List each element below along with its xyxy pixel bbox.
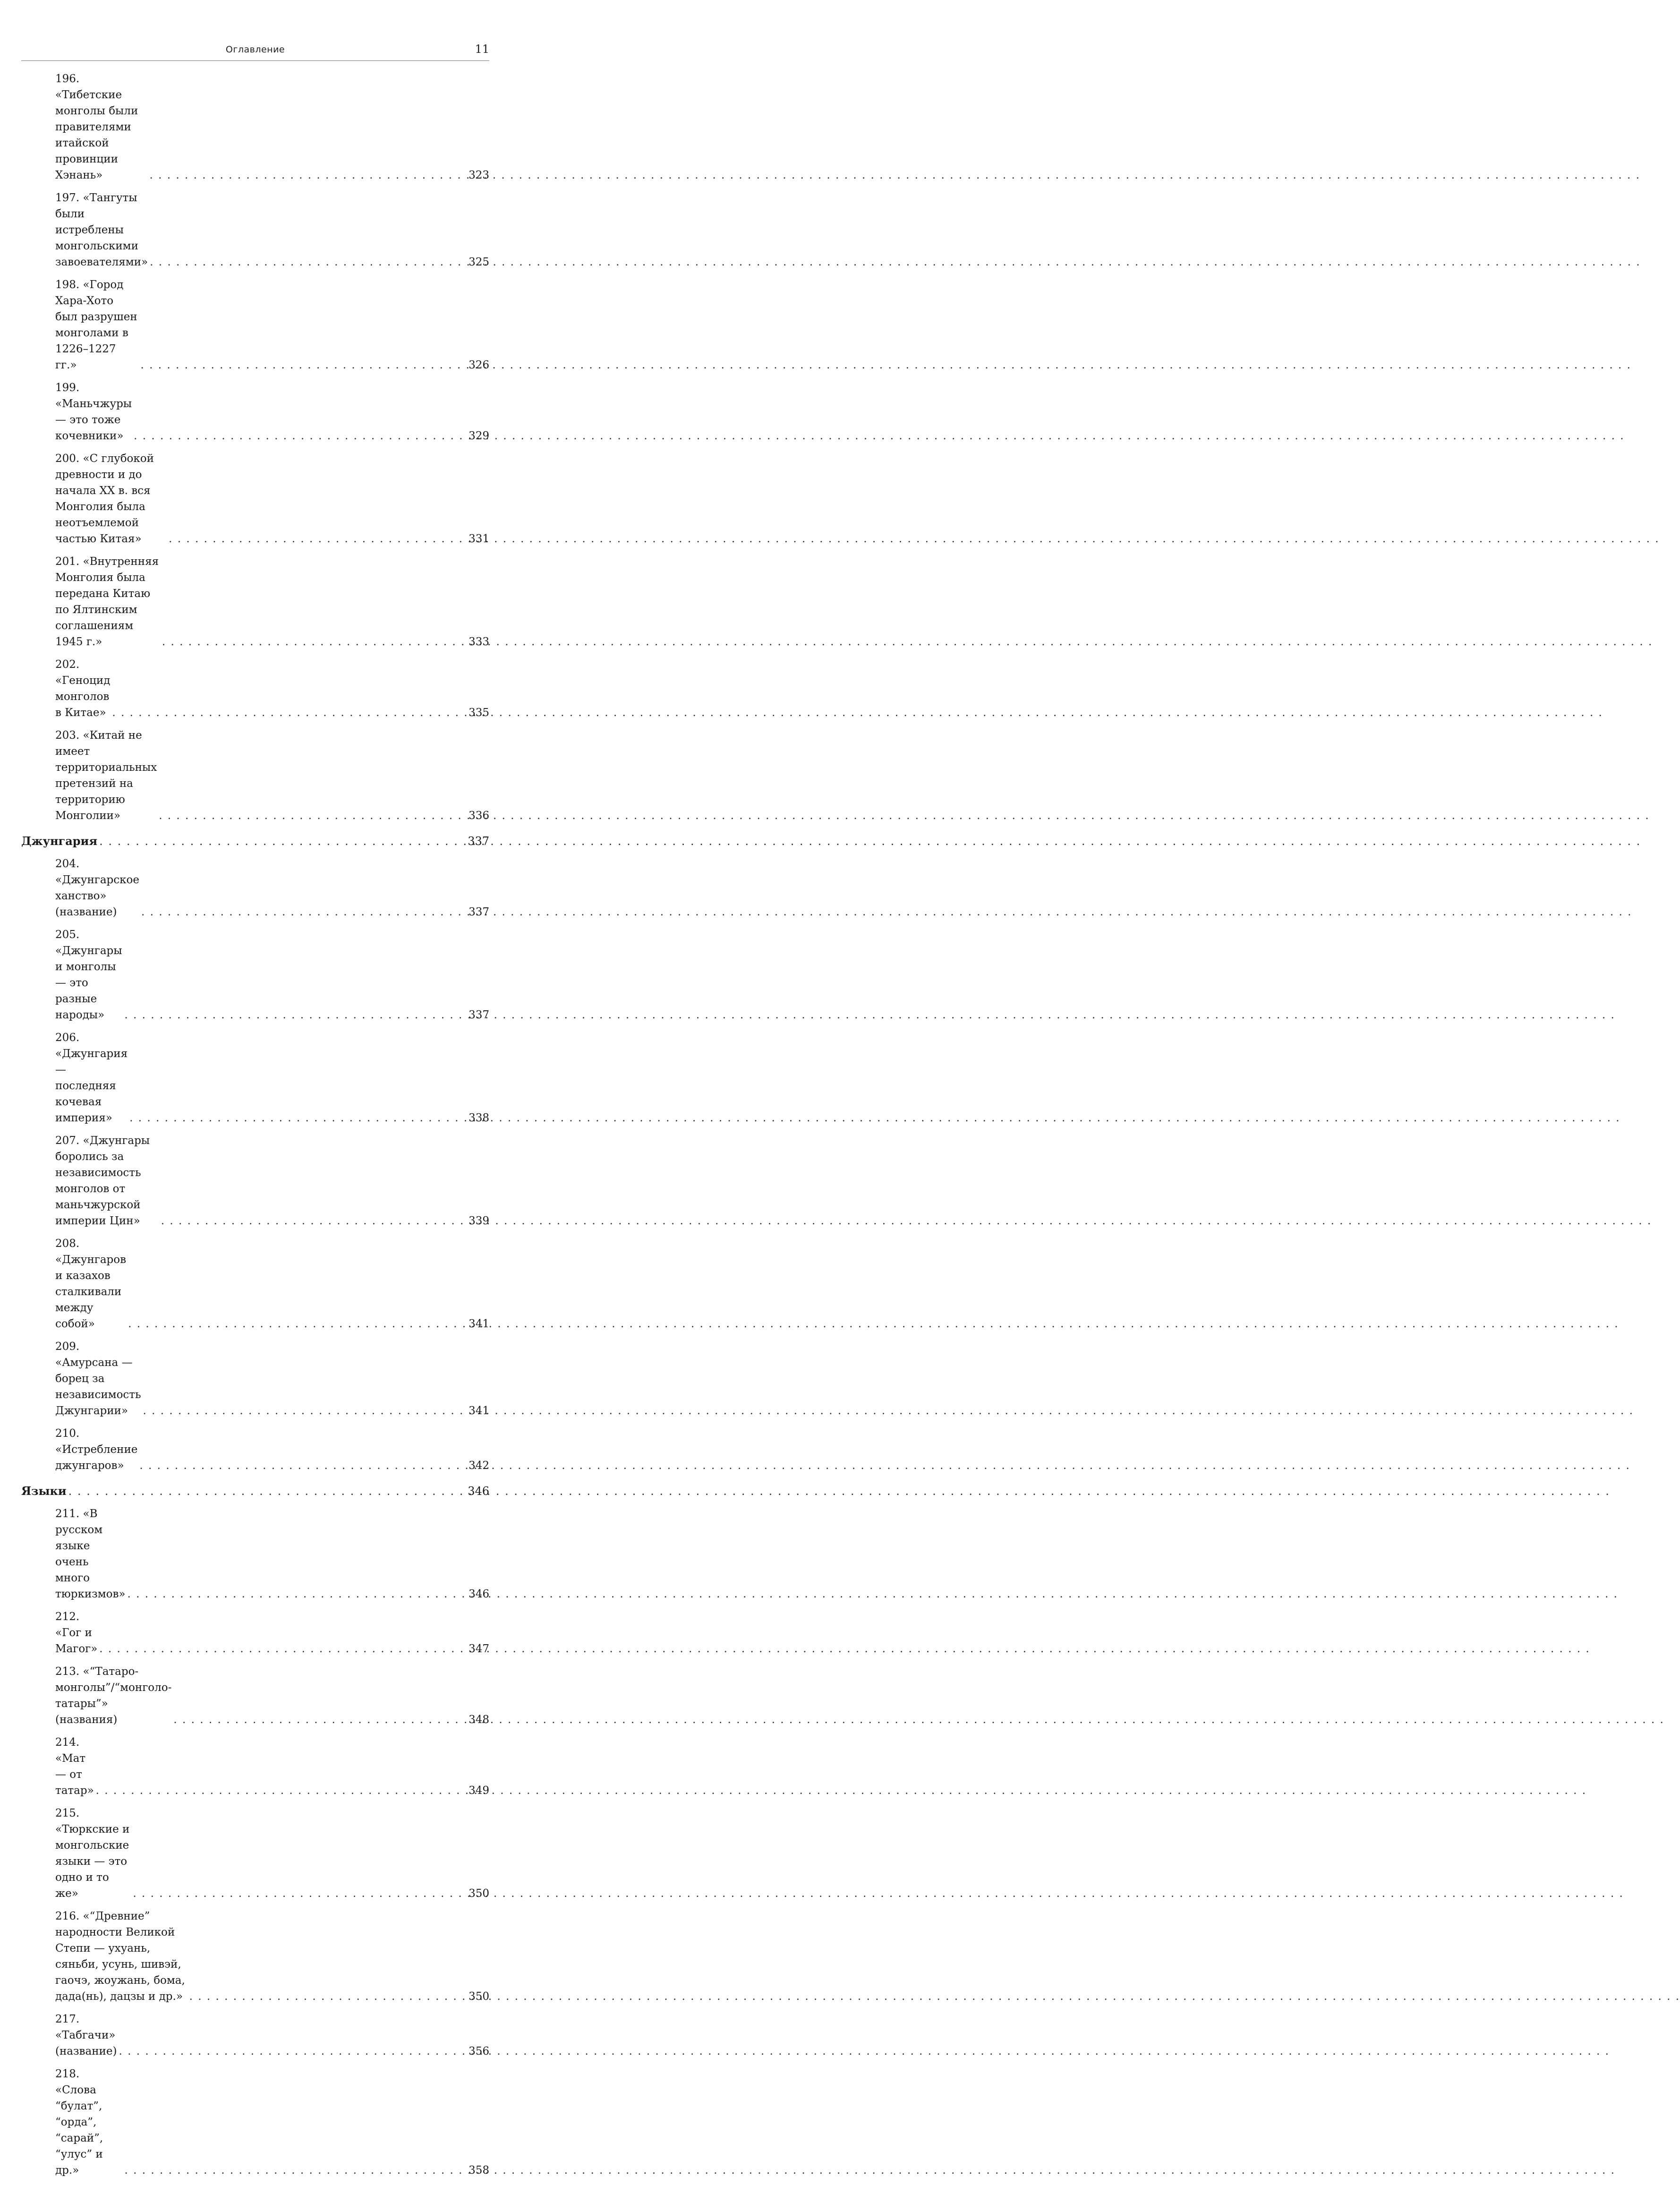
toc-entry [21,1030,489,1126]
toc-entry [21,1236,489,1332]
entry-title: 198. «Город Хара-Хото был разрушен монголами в 1226–1227 гг.» [55,279,137,371]
page-number: 329 [469,430,489,442]
entry-title: 201. «Внутренняя Монголия была передана Китаю по Ялтинским соглашениям 1945 г.» [55,555,159,648]
page-number: 358 [469,2164,489,2176]
toc-entry [21,1664,489,1728]
toc-section-heading [21,833,489,849]
toc-entry [21,1133,489,1229]
toc-entry [21,1425,489,1474]
dot-leader [169,531,467,547]
dot-leader [150,167,467,183]
dot-leader [133,1886,467,1902]
toc-entry [21,451,489,547]
entry-title: 206. «Джунгария — последняя кочевая империя» [55,1032,128,1124]
toc-entry [21,190,489,270]
entry-title: 216. «“Древние” народности Великой Степи — ухуань, сяньби, усунь, шивэй, гаочэ, жоужань, бома, дада(нь), дацзы и др.» [55,1910,185,2003]
dot-leader [124,2162,467,2178]
running-header [21,41,489,61]
page-number: 323 [469,169,489,181]
page-number: 326 [469,359,489,371]
page-number: 335 [469,707,489,719]
toc-entry [21,554,489,650]
dot-leader [99,833,466,849]
page-number: 349 [469,1784,489,1797]
page-number: 346 [469,1588,489,1600]
entry-title: 197. «Тангуты были истреблены монгольскими завоевателями» [55,192,148,268]
toc-entry [21,380,489,444]
page-number: 350 [469,1887,489,1900]
page-number: 339 [469,1215,489,1227]
toc-entry [21,1805,489,1902]
dot-leader [96,1783,467,1799]
entry-title: 211. «В русском языке очень много тюркизмов» [55,1508,126,1600]
page-number: 337 [469,1009,489,1021]
toc-entry [21,1609,489,1657]
dot-leader [134,428,467,444]
document-page [0,0,510,2176]
entry-title: 199. «Маньчжуры — это тоже кочевники» [55,382,132,442]
entry-title: 210. «Истребление джунгаров» [55,1427,138,1472]
dot-leader [99,1641,467,1657]
dot-leader [112,705,467,721]
entry-title: 218. «Слова “булат”, “орда”, “сарай”, “улус” и др.» [55,2068,103,2176]
header-page-number: 11 [475,43,489,56]
dot-leader [128,1316,467,1332]
page-number: 337 [469,906,489,918]
dot-leader [150,254,467,270]
entry-title: 215. «Тюркские и монгольские языки — это одно и то же» [55,1807,130,1900]
dot-leader [143,1403,467,1419]
toc-entry [21,2066,489,2178]
dot-leader [159,808,467,824]
dot-leader [162,634,467,650]
dot-leader [129,1110,467,1126]
page-number: 325 [469,256,489,268]
dot-leader [68,1483,466,1499]
toc-entry [21,727,489,824]
entry-title: 207. «Джунгары боролись за независимость монголов от маньчжурской империи Цин» [55,1135,150,1227]
entry-title: 200. «С глубокой древности и до начала XX в. вся Монголия была неотъемлемой частью Китая» [55,452,154,545]
page-number: 342 [469,1460,489,1472]
toc-entry [21,1734,489,1799]
toc-entry [21,657,489,721]
dot-leader [127,1586,467,1602]
header-title: Оглавление [225,44,285,55]
toc-entry [21,927,489,1023]
toc-section-heading [21,1483,489,1499]
entry-title: 202. «Геноцид монголов в Китае» [55,658,111,719]
toc-entry [21,71,489,183]
dot-leader [124,1007,467,1023]
entry-title: 213. «“Татаро-монголы”/“монголо-татары”» (названия) [55,1665,172,1726]
dot-leader [161,1213,467,1229]
table-of-contents [21,71,489,2185]
page-number: 346 [468,1485,489,1498]
page-number: 337 [468,835,489,848]
page-number: 341 [469,1318,489,1330]
toc-entry [21,2011,489,2059]
entry-title: 203. «Китай не имеет территориальных претензий на территорию Монголии» [55,729,157,822]
toc-entry [21,277,489,373]
page-number: 348 [469,1714,489,1726]
page-number: 347 [469,1643,489,1655]
entry-title: 217. «Табгачи» (название) [55,2013,117,2057]
page-number: 333 [469,636,489,648]
toc-entry [21,1506,489,1602]
toc-entry [21,1908,489,2005]
entry-title: 196. «Тибетские монголы были правителями итайской провинции Хэнань» [55,73,138,181]
dot-leader [173,1712,467,1728]
section-title: Языки [21,1484,67,1498]
page-number: 350 [469,1990,489,2003]
entry-title: 205. «Джунгары и монголы — это разные народы» [55,929,122,1021]
dot-leader [141,904,467,920]
dot-leader [139,1458,467,1474]
page-number: 331 [469,533,489,545]
entry-title: 209. «Амурсана — борец за независимость Джунгарии» [55,1340,141,1417]
entry-title: 208. «Джунгаров и казахов сталкивали между собой» [55,1238,127,1330]
page-number: 338 [469,1112,489,1124]
toc-entry [21,1339,489,1419]
dot-leader [119,2043,467,2059]
entry-title: 212. «Гог и Магог» [55,1611,98,1655]
entry-title: 204. «Джунгарское ханство» (название) [55,858,139,918]
toc-entry [21,856,489,920]
page-number: 341 [469,1405,489,1417]
dot-leader [189,1989,467,2005]
dot-leader [140,357,467,373]
entry-title: 214. «Мат — от татар» [55,1736,94,1797]
page-number: 356 [469,2045,489,2057]
page-number: 336 [469,810,489,822]
section-title: Джунгария [21,834,98,848]
